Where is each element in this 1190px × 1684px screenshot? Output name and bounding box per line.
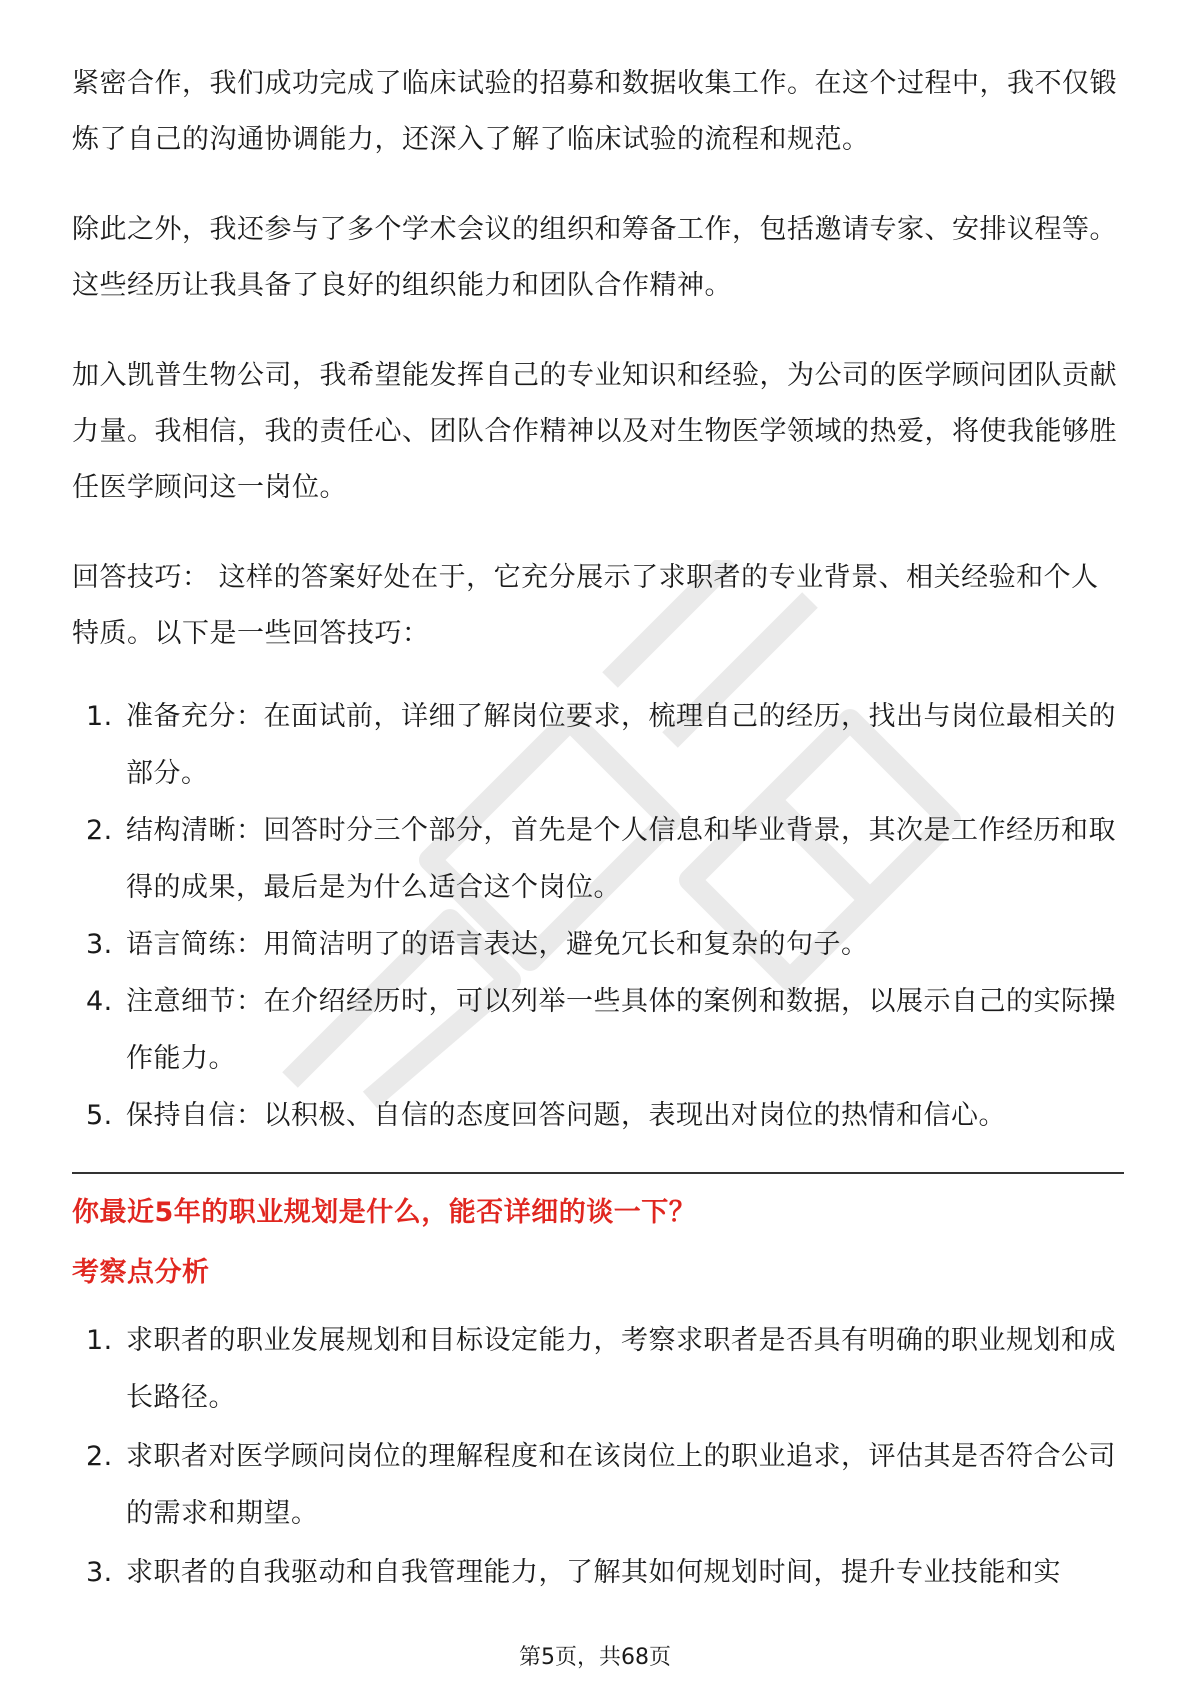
list-item-text: 注意细节：在介绍经历时，可以列举一些具体的案例和数据，以展示自己的实际操作能力。 [126, 986, 1116, 1074]
section-divider [72, 1172, 1124, 1174]
list-item-text: 语言简练：用简洁明了的语言表达，避免冗长和复杂的句子。 [126, 929, 869, 960]
list-item-number: 3. [86, 1557, 113, 1588]
list-item [72, 973, 1124, 1087]
paragraph-1: 紧密合作，我们成功完成了临床试验的招募和数据收集工作。在这个过程中，我不仅锻炼了自己的沟通协调能力，还深入了解了临床试验的流程和规范。 [72, 68, 1117, 155]
list-item-number: 4. [86, 986, 113, 1017]
analysis-heading: 考察点分析 [72, 1257, 210, 1288]
list-item-number: 3. [86, 929, 113, 960]
list-item-number: 5. [86, 1100, 113, 1131]
list-item-text: 保持自信：以积极、自信的态度回答问题，表现出对岗位的热情和信心。 [126, 1100, 1006, 1131]
answer-tips-list [72, 688, 1124, 1144]
document-page [72, 56, 1124, 1603]
page-footer: 第5页，共68页 [519, 1645, 671, 1670]
list-item-text: 结构清晰：回答时分三个部分，首先是个人信息和毕业背景，其次是工作经历和取得的成果，最后是为什么适合这个岗位。 [126, 815, 1116, 903]
paragraph-2: 除此之外，我还参与了多个学术会议的组织和筹备工作，包括邀请专家、安排议程等。这些经历让我具备了良好的组织能力和团队合作精神。 [72, 214, 1117, 301]
question-title: 你最近5年的职业规划是什么，能否详细的谈一下？ [72, 1197, 697, 1228]
list-item [72, 802, 1124, 916]
list-item [72, 688, 1124, 802]
list-item-text: 求职者的自我驱动和自我管理能力，了解其如何规划时间，提升专业技能和实 [126, 1557, 1061, 1588]
list-item-number: 1. [86, 701, 113, 732]
list-item-text: 求职者的职业发展规划和目标设定能力，考察求职者是否具有明确的职业规划和成长路径。 [126, 1325, 1116, 1413]
list-item [72, 1087, 1124, 1144]
list-item [72, 1312, 1124, 1426]
list-item-number: 2. [86, 1441, 113, 1472]
answer-tips-intro: 回答技巧： 这样的答案好处在于，它充分展示了求职者的专业背景、相关经验和个人特质。以下是一些回答技巧： [72, 562, 1099, 649]
list-item-number: 2. [86, 815, 113, 846]
list-item-text: 求职者对医学顾问岗位的理解程度和在该岗位上的职业追求，评估其是否符合公司的需求和期望。 [126, 1441, 1116, 1529]
list-item [72, 1428, 1124, 1542]
paragraph-3: 加入凯普生物公司，我希望能发挥自己的专业知识和经验，为公司的医学顾问团队贡献力量。我相信，我的责任心、团队合作精神以及对生物医学领域的热爱，将使我能够胜任医学顾问这一岗位。 [72, 360, 1117, 503]
list-item-text: 准备充分：在面试前，详细了解岗位要求，梳理自己的经历，找出与岗位最相关的部分。 [126, 701, 1116, 789]
list-item [72, 1544, 1124, 1601]
analysis-list [72, 1312, 1124, 1601]
list-item-number: 1. [86, 1325, 113, 1356]
list-item [72, 916, 1124, 973]
